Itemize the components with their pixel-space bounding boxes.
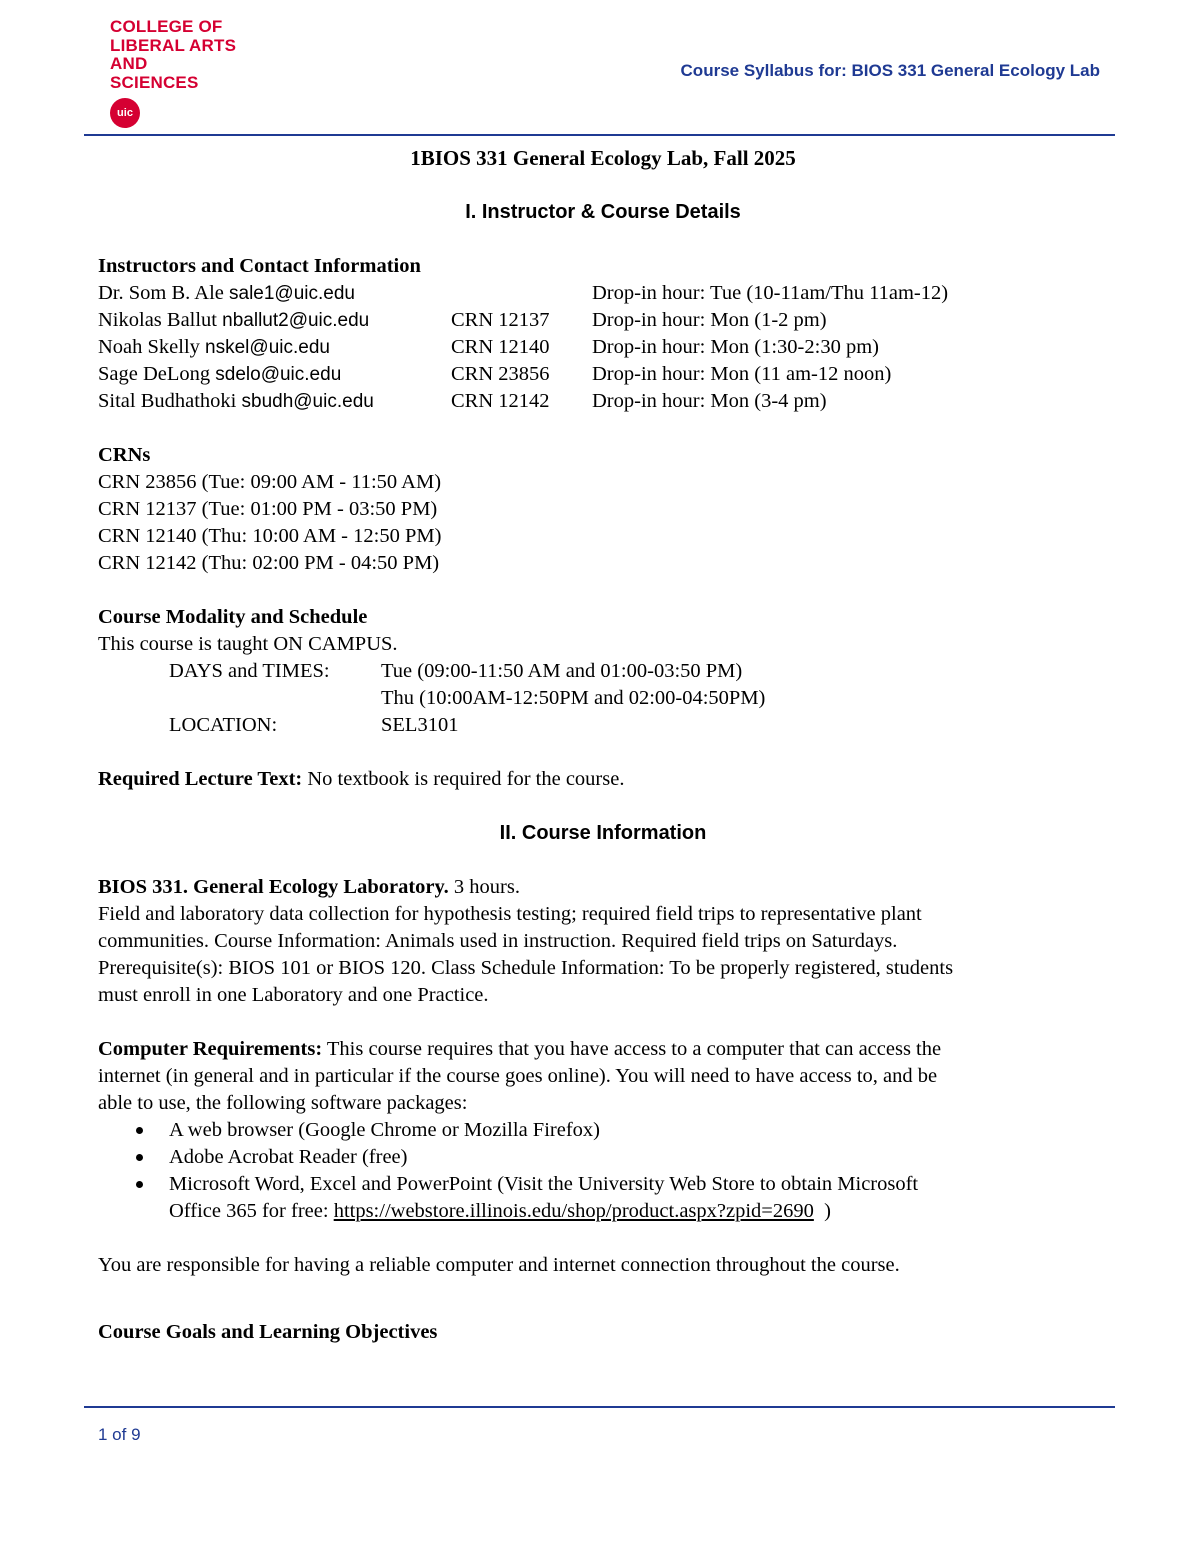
crn-item: CRN 12140 (Thu: 10:00 AM - 12:50 PM) [98,525,442,547]
required-text-value: No textbook is required for the course. [302,768,625,790]
instructor-row [98,334,1108,361]
logo-line: LIBERAL ARTS [110,35,237,55]
list-item-text: Office 365 for free: [169,1200,334,1222]
computer-req-row [98,1036,1108,1063]
software-list [98,1117,1108,1225]
catalog-line: must enroll in one Laboratory and one Practice. [98,984,489,1006]
instructor-row [98,388,1108,415]
instructor-name: Sital Budhathoki [98,390,237,412]
instructor-email[interactable]: nballut2@uic.edu [222,310,370,331]
location-value: SEL3101 [381,714,459,736]
catalog-title: BIOS 331. General Ecology Laboratory. [98,876,449,898]
footer-divider [84,1406,1115,1408]
instructor-name: Dr. Som B. Ale [98,282,224,304]
bullet-icon [136,1127,143,1134]
required-text-label: Required Lecture Text: [98,768,303,790]
page-number: 1 of 9 [98,1425,141,1444]
catalog-line: Prerequisite(s): BIOS 101 or BIOS 120. Class Schedule Information: To be properly registered, students [98,957,954,979]
instructor-email[interactable]: sbudh@uic.edu [241,391,374,412]
list-item [98,1144,1108,1171]
catalog-line: communities. Course Information: Animals used in instruction. Required field trips on Saturdays. [98,930,898,952]
instructor-row [98,361,1108,388]
instructor-drop-in-hour: Drop-in hour: Mon (11 am-12 noon) [592,363,892,385]
college-logo [110,18,236,128]
document-body [98,145,1108,1346]
logo-line: COLLEGE OF [110,17,223,36]
uic-logo-icon: uic [110,98,140,128]
instructor-crn: CRN 12137 [451,309,550,331]
days-label: DAYS and TIMES: [169,660,330,682]
catalog-title-row [98,874,1108,901]
crn-item: CRN 23856 (Tue: 09:00 AM - 11:50 AM) [98,471,442,493]
bullet-icon [136,1154,143,1161]
logo-line: AND [110,54,148,73]
document-title: 1BIOS 331 General Ecology Lab, Fall 2025 [410,146,796,170]
instructor-crn: CRN 12140 [451,336,550,358]
instructor-row [98,280,1108,307]
crn-item: CRN 12137 (Tue: 01:00 PM - 03:50 PM) [98,498,438,520]
webstore-link[interactable]: https://webstore.illinois.edu/shop/product.aspx?zpid=2690 [333,1200,814,1222]
list-item-text: A web browser (Google Chrome or Mozilla Firefox) [169,1119,600,1141]
section-heading-instructor: I. Instructor & Course Details [465,201,741,223]
crn-item: CRN 12142 (Thu: 02:00 PM - 04:50 PM) [98,552,440,574]
days-value: Thu (10:00AM-12:50PM and 02:00-04:50PM) [381,687,766,709]
modality-heading: Course Modality and Schedule [98,606,368,628]
computer-req-label: Computer Requirements: [98,1038,323,1060]
instructor-drop-in-hour: Drop-in hour: Mon (3-4 pm) [592,390,827,412]
instructor-drop-in-hour: Drop-in hour: Mon (1:30-2:30 pm) [592,336,879,358]
computer-req-line: able to use, the following software packages: [98,1092,468,1114]
location-label: LOCATION: [169,714,278,736]
list-item-text: Adobe Acrobat Reader (free) [169,1146,408,1168]
goals-heading: Course Goals and Learning Objectives [98,1321,438,1343]
crns-heading: CRNs [98,444,151,466]
instructor-email[interactable]: sdelo@uic.edu [215,364,342,385]
instructor-list [98,280,1108,415]
instructor-row [98,307,1108,334]
computer-req-text: This course requires that you have access to a computer that can access the [322,1038,942,1060]
instructor-crn: CRN 12142 [451,390,550,412]
instructors-heading: Instructors and Contact Information [98,255,421,277]
days-times-row-2 [98,685,1108,712]
days-times-row [98,658,1108,685]
catalog-line: Field and laboratory data collection for hypothesis testing; required field trips to representative plant [98,903,922,925]
list-item [98,1117,1108,1144]
required-text-row [98,766,1108,793]
header-divider [84,134,1115,136]
header-title: Course Syllabus for: BIOS 331 General Ecology Lab [680,61,1100,80]
instructor-name: Noah Skelly [98,336,200,358]
bullet-icon [136,1181,143,1188]
instructor-email[interactable]: sale1@uic.edu [229,283,355,304]
instructor-name: Sage DeLong [98,363,211,385]
list-item-text: Microsoft Word, Excel and PowerPoint (Visit the University Web Store to obtain Microsoft [169,1173,919,1195]
days-value: Tue (09:00-11:50 AM and 01:00-03:50 PM) [381,660,743,682]
logo-line: SCIENCES [110,72,199,92]
instructor-drop-in-hour: Drop-in hour: Tue (10-11am/Thu 11am-12) [592,282,949,304]
list-item [98,1171,1108,1225]
instructor-email[interactable]: nskel@uic.edu [205,337,330,358]
location-row [98,712,1108,739]
computer-req-line: internet (in general and in particular if the course goes online). You will need to have access to, and be [98,1065,938,1087]
modality-intro: This course is taught ON CAMPUS. [98,633,398,655]
catalog-hours: 3 hours. [448,876,520,898]
list-item-text: ) [813,1200,831,1222]
responsibility-note: You are responsible for having a reliable computer and internet connection throughout the course. [98,1254,900,1276]
instructor-name: Nikolas Ballut [98,309,218,331]
section-heading-course-info: II. Course Information [499,822,707,844]
instructor-drop-in-hour: Drop-in hour: Mon (1-2 pm) [592,309,827,331]
instructor-crn: CRN 23856 [451,363,550,385]
